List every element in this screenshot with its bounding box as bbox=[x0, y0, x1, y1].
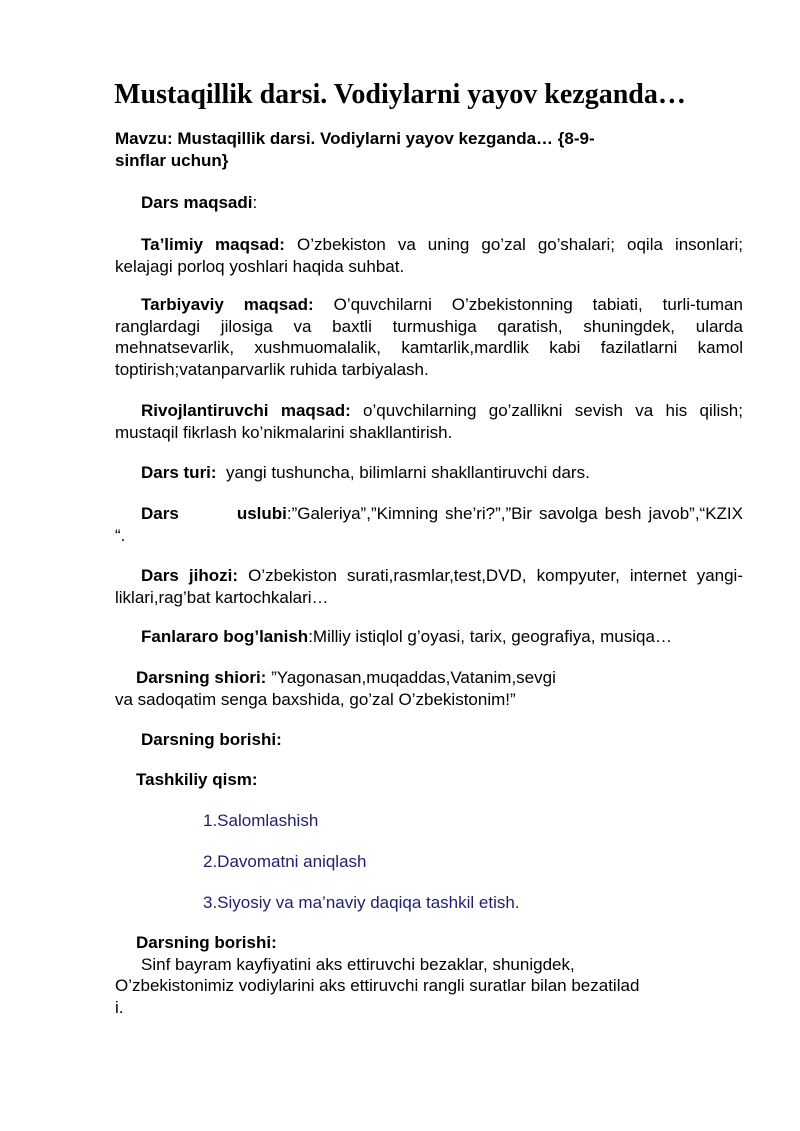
darsning-borishi-heading bbox=[115, 729, 743, 751]
borishi-2-line-2: O’zbekistonimiz vodiylarini aks ettiruvchi rangli suratlar bilan bezatilad bbox=[115, 976, 640, 995]
talimiy-text: O’zbekiston va uning go’zal go’shalari; oqila insonlari; kelajagi porloq yoshlari haqida suhbat. bbox=[115, 235, 743, 276]
dars-uslubi-text: :”Galeriya”,”Kimning she’ri?”,”Bir savolga besh javob”,“KZIX “. bbox=[115, 504, 743, 545]
dars-turi-label: Dars turi: bbox=[141, 463, 217, 482]
borishi-2-line-1: Sinf bayram kayfiyatini aks ettiruvchi bezaklar, shunigdek, bbox=[141, 954, 575, 974]
rivojlantiruvchi-label: Rivojlantiruvchi maqsad: bbox=[141, 401, 351, 420]
fanlararo-label: Fanlararo bog’lanish bbox=[141, 627, 309, 646]
list-item: 2.Davomatni aniqlash bbox=[203, 852, 367, 871]
shiori-text-1: ”Yagonasan,muqaddas,Vatanim,sevgi bbox=[271, 668, 556, 687]
rivojlantiruvchi-maqsad bbox=[115, 400, 743, 443]
dars-uslubi-label-1: Dars bbox=[141, 504, 179, 523]
dars-uslubi bbox=[115, 503, 743, 546]
dars-uslubi-label-2: uslubi bbox=[236, 504, 287, 523]
tashkiliy-qism-heading bbox=[115, 769, 743, 791]
rivojlantiruvchi-text: o’quvchilarning go’zallikni sevish va his qilish; mustaqil fikrlash ko’nikmalarini shakllantirish. bbox=[115, 401, 743, 442]
dars-maqsadi-colon: : bbox=[252, 193, 258, 212]
tarbiyaviy-text: O’quvchilarni O’zbekistonning tabiati, turli-tuman ranglardagi jilosiga va baxtli turmushiga qaratish, shuningdek, ularda mehnatsevarlik, xushmuomalalik, kamtarlik,mardlik kabi fazilatlarni kamol toptirish;vatanparvarlik ruhida tarbiyalash. bbox=[115, 295, 743, 379]
tashkiliy-text: Tashkiliy qism: bbox=[136, 770, 258, 789]
list-item: 3.Siyosiy va ma’naviy daqiqa tashkil etish. bbox=[203, 893, 520, 912]
shiori-text-2: va sadoqatim senga baxshida, go’zal O’zbekistonim!” bbox=[115, 689, 516, 709]
fanlararo-text: :Milliy istiqlol g’oyasi, tarix, geografiya, musiqa… bbox=[308, 627, 672, 646]
borishi-heading-text: Darsning borishi: bbox=[141, 730, 282, 749]
tarbiyaviy-maqsad bbox=[115, 294, 743, 380]
borishi-2-label: Darsning borishi: bbox=[136, 933, 277, 952]
list-item: 1.Salomlashish bbox=[203, 811, 319, 830]
dars-maqsadi-label: Dars maqsadi bbox=[141, 193, 253, 212]
mavzu-line-1: Mavzu: Mustaqillik darsi. Vodiylarni yayov kezganda… {8-9- bbox=[115, 129, 595, 148]
talimiy-maqsad bbox=[115, 234, 743, 277]
shiori-label: Darsning shiori: bbox=[136, 668, 267, 687]
dars-jihozi-label: Dars jihozi: bbox=[141, 566, 239, 585]
tarbiyaviy-label: Tarbiyaviy maqsad: bbox=[141, 295, 314, 314]
dars-jihozi bbox=[115, 565, 743, 608]
mavzu-line-2: sinflar uchun} bbox=[115, 150, 229, 170]
mavzu-section bbox=[115, 128, 743, 171]
talimiy-label: Ta’limiy maqsad: bbox=[141, 235, 285, 254]
dars-jihozi-text: O’zbekiston surati,rasmlar,test,DVD, kompyuter, internet yangi- liklari,rag’bat kartochkalari… bbox=[115, 566, 743, 607]
dars-maqsadi-heading bbox=[115, 192, 743, 214]
borishi-2-line-3: i. bbox=[115, 997, 124, 1017]
darsning-shiori bbox=[115, 667, 743, 710]
page-title: Mustaqillik darsi. Vodiylarni yayov kezganda… bbox=[114, 79, 686, 110]
darsning-borishi-section bbox=[115, 932, 743, 1018]
dars-turi bbox=[115, 462, 743, 484]
fanlararo-boglanish bbox=[115, 626, 743, 648]
dars-turi-text: yangi tushuncha, bilimlarni shakllantiruvchi dars. bbox=[226, 463, 590, 482]
